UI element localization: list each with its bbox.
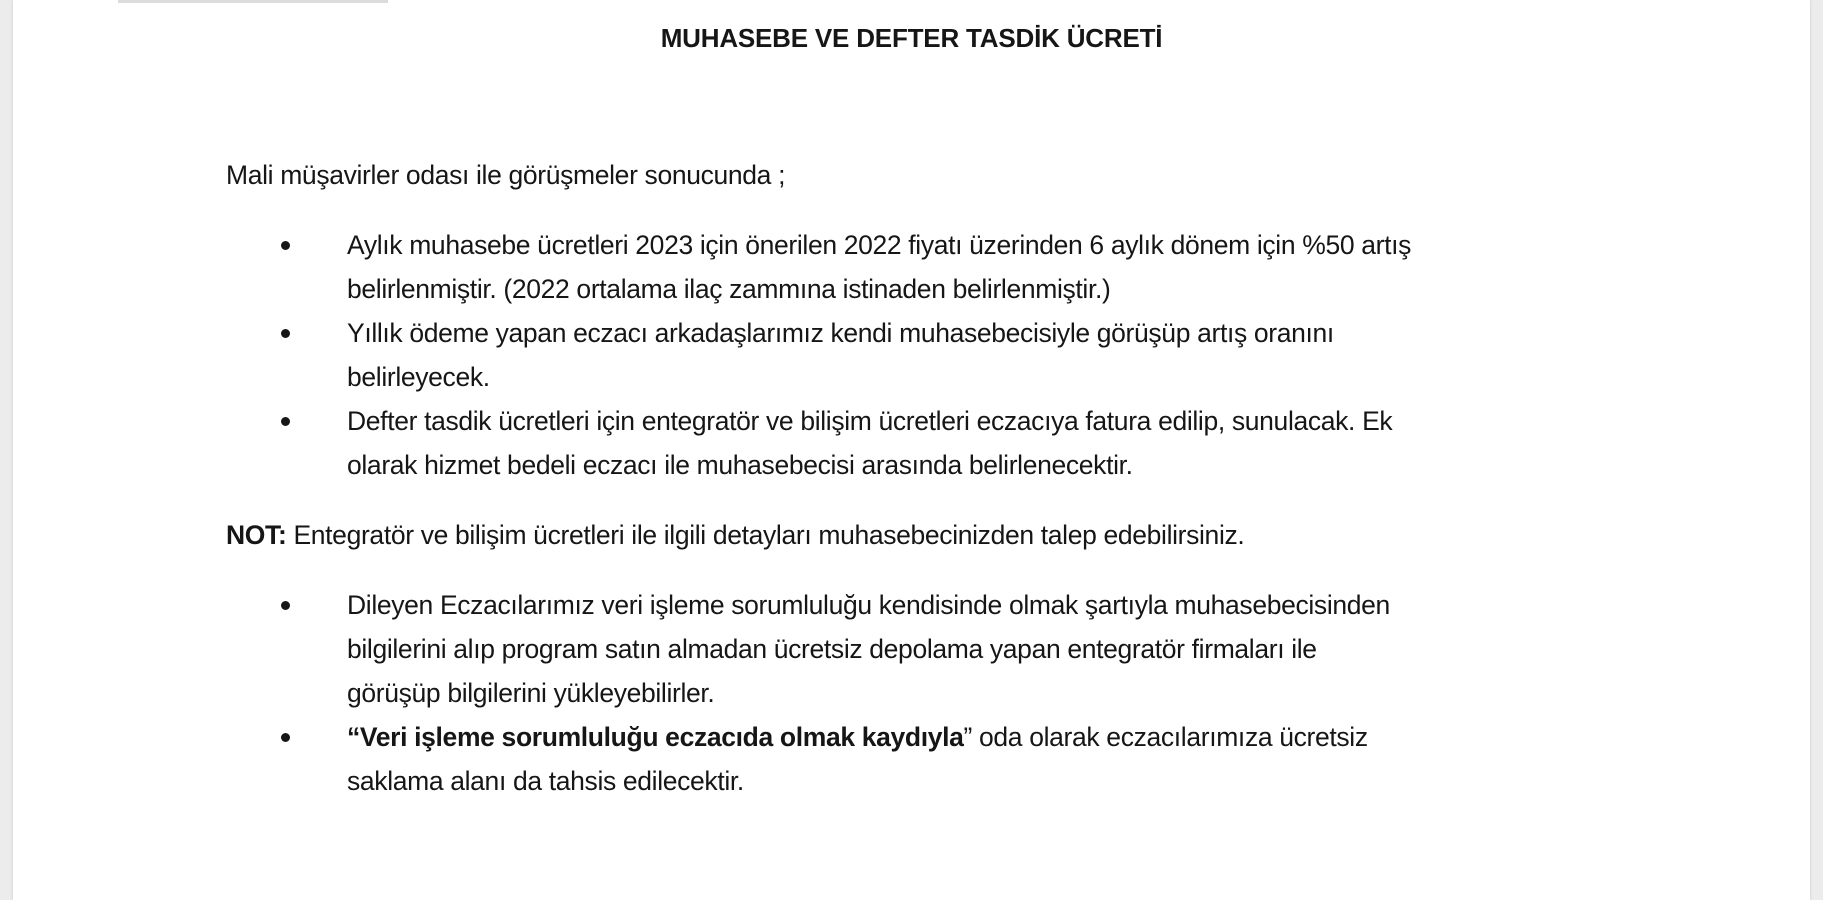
bullet-icon: [281, 733, 290, 742]
list-item-line: Aylık muhasebe ücretleri 2023 için önerilen 2022 fiyatı üzerinden 6 aylık dönem için %50 artış: [347, 230, 1412, 260]
document-page: [13, 0, 1810, 900]
list-item-line: Defter tasdik ücretleri için entegratör ve bilişim ücretleri eczacıya fatura edilip, sunulacak. Ek: [347, 406, 1393, 436]
list-item-line: Yıllık ödeme yapan eczacı arkadaşlarımız kendi muhasebecisiyle görüşüp artış oranını: [347, 318, 1334, 348]
list-item-line: [347, 715, 1679, 759]
toolbar-strip: [118, 0, 388, 3]
intro-paragraph: Mali müşavirler odası ile görüşmeler sonucunda ;: [226, 160, 786, 190]
list-item-line: olarak hizmet bedeli eczacı ile muhasebecisi arasında belirlenecektir.: [347, 450, 1133, 480]
note-paragraph: [226, 513, 1244, 557]
list-item-line: bilgilerini alıp program satın almadan ücretsiz depolama yapan entegratör firmaları ile: [347, 634, 1317, 664]
list-item-line: Dileyen Eczacılarımız veri işleme sorumluluğu kendisinde olmak şartıyla muhasebecisinden: [347, 590, 1390, 620]
list-item: [279, 715, 1679, 803]
bullet-icon: [281, 601, 290, 610]
bullet-icon: [281, 241, 290, 250]
list-item-text: ” oda olarak eczacılarımıza ücretsiz: [963, 722, 1368, 752]
bullet-icon: [281, 329, 290, 338]
note-text: Entegratör ve bilişim ücretleri ile ilgili detayları muhasebecinizden talep edebilirsiniz.: [286, 520, 1245, 550]
bold-phrase: “Veri işleme sorumluluğu eczacıda olmak kaydıyla: [347, 722, 964, 752]
list-item-line: belirleyecek.: [347, 362, 490, 392]
list-item-line: belirlenmiştir. (2022 ortalama ilaç zammına istinaden belirlenmiştir.): [347, 274, 1111, 304]
list-item: [279, 311, 1679, 399]
list-item: [279, 223, 1679, 311]
note-label: NOT:: [226, 520, 287, 550]
bullet-list-1: [279, 223, 1679, 487]
list-item: [279, 399, 1679, 487]
document-title: MUHASEBE VE DEFTER TASDİK ÜCRETİ: [660, 23, 1163, 53]
bullet-list-2: [279, 583, 1679, 803]
list-item-line: görüşüp bilgilerini yükleyebilirler.: [347, 678, 715, 708]
list-item: [279, 583, 1679, 715]
list-item-line: saklama alanı da tahsis edilecektir.: [347, 766, 744, 796]
bullet-icon: [281, 417, 290, 426]
